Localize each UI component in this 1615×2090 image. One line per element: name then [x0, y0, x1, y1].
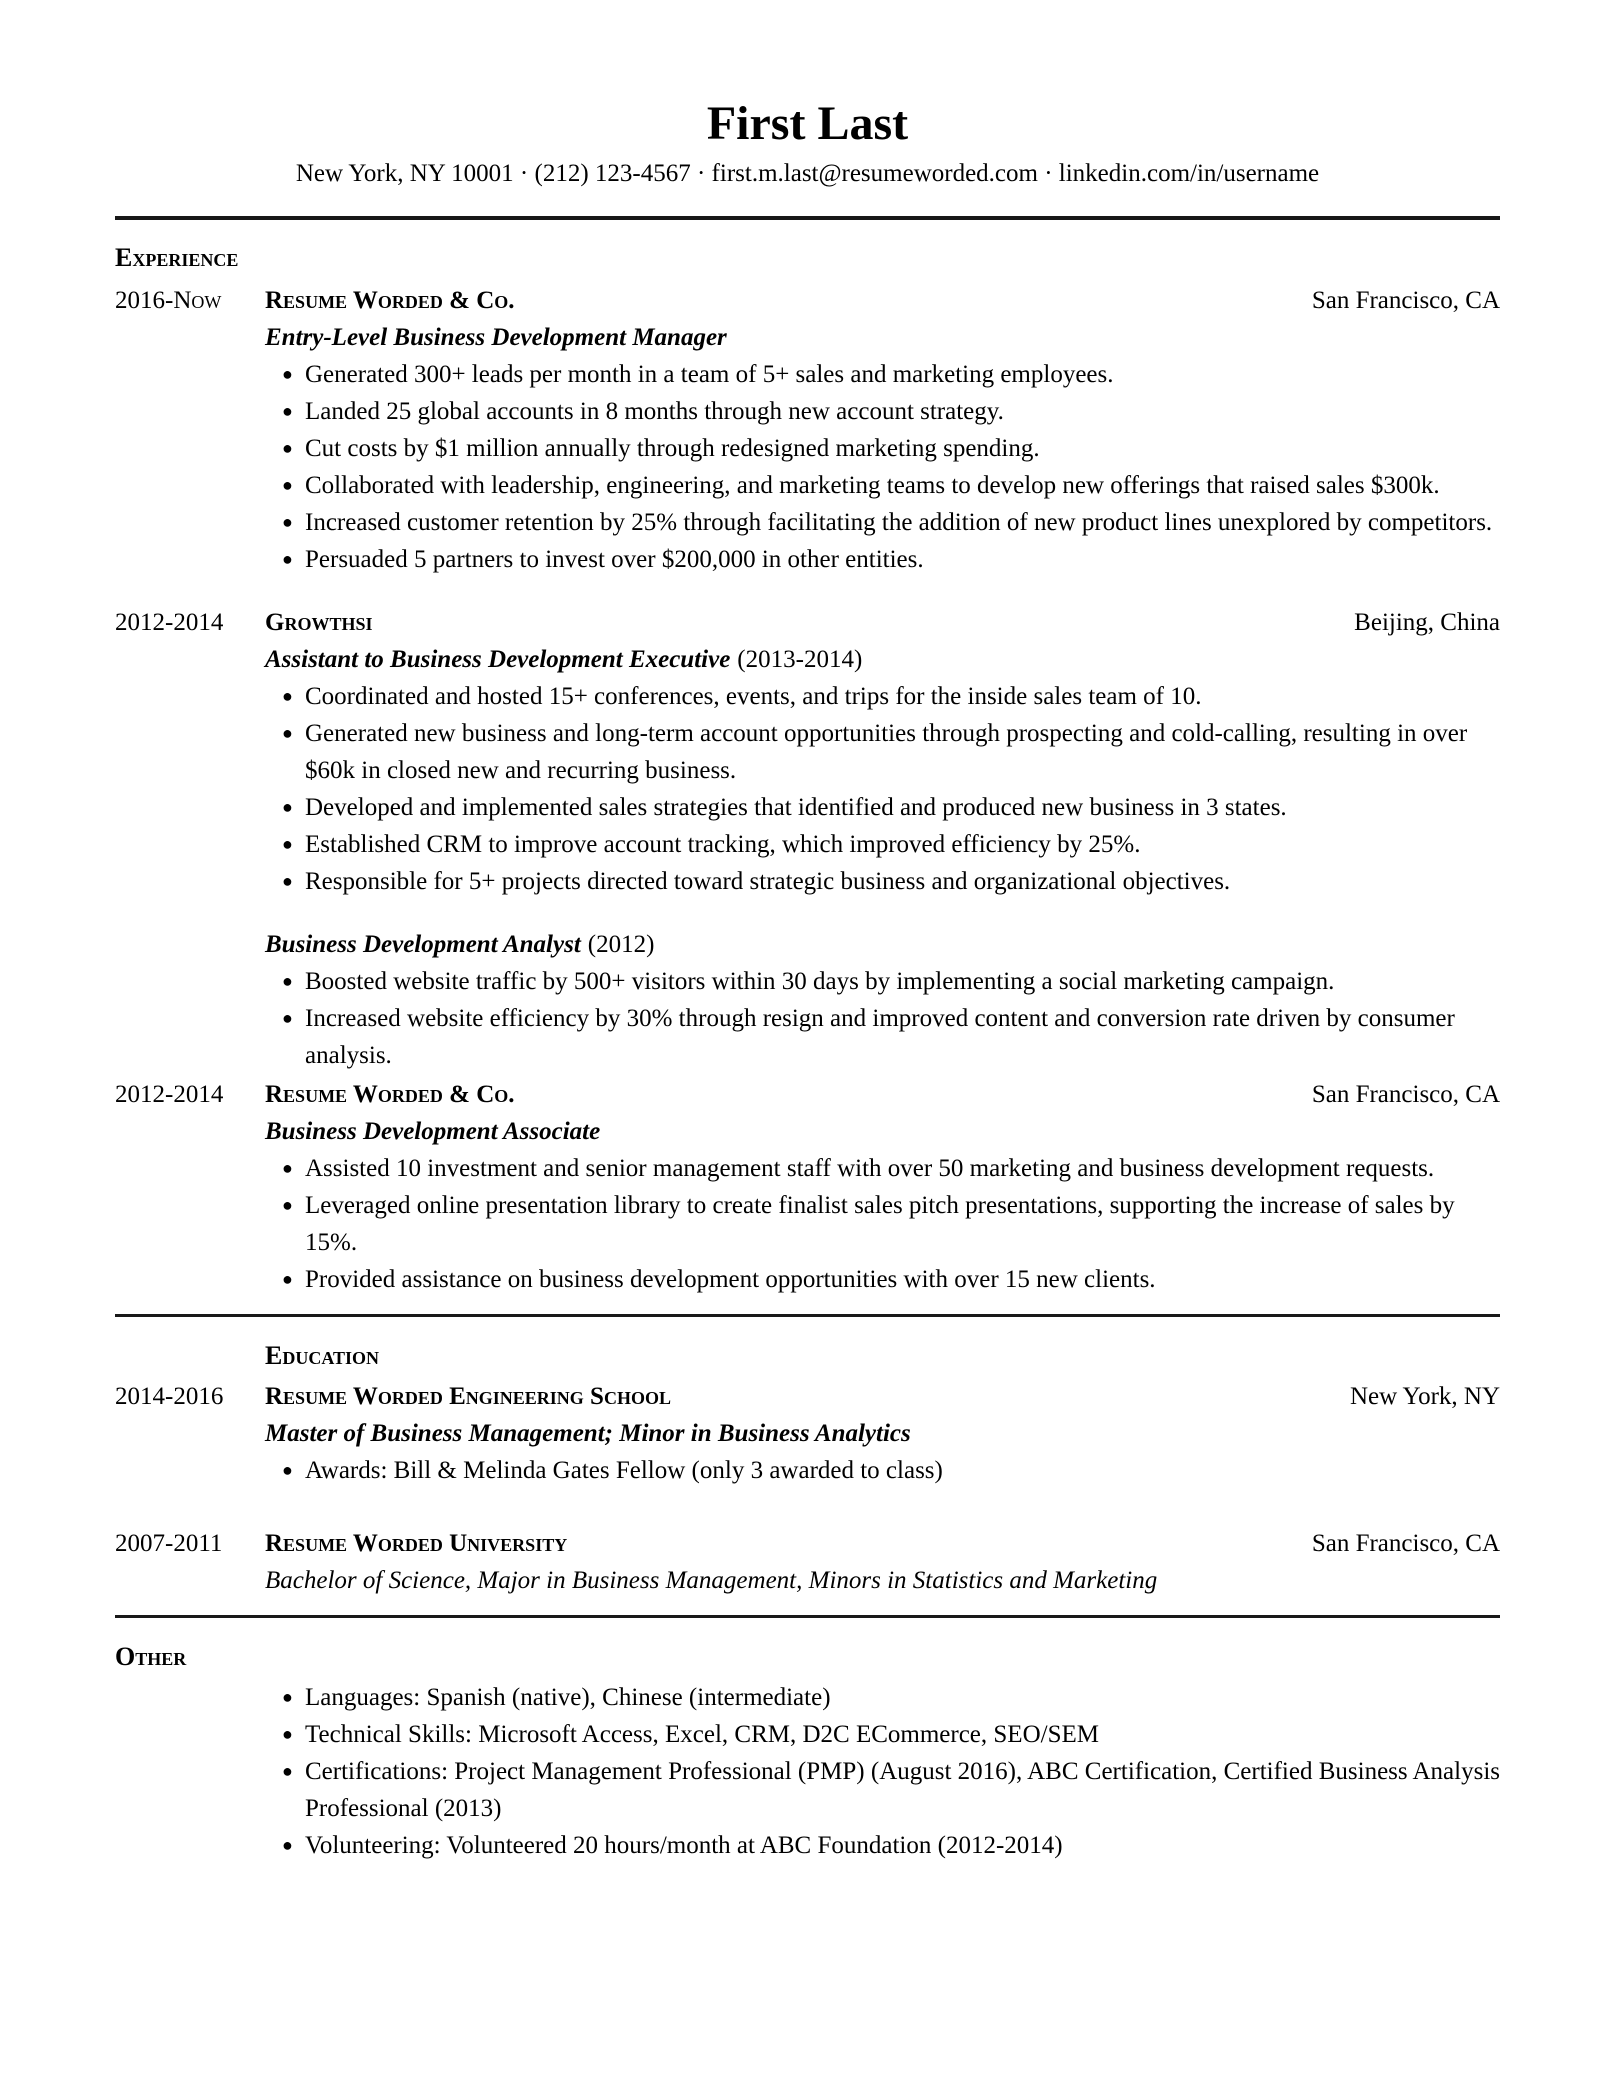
- bullet-item: ● Certifications: Project Management Professional (PMP) (August 2016), ABC Certification, Certified Business Analysis Professional (2013): [265, 1753, 1500, 1827]
- entry-dates: 2016-Now: [115, 287, 222, 314]
- entry-header-row: [115, 1076, 1500, 1113]
- bullet-item: ● Assisted 10 investment and senior management staff with over 50 marketing and business development requests.: [265, 1150, 1500, 1187]
- bullet-item: ● Generated 300+ leads per month in a team of 5+ sales and marketing employees.: [265, 356, 1500, 393]
- bullet-item: ● Volunteering: Volunteered 20 hours/month at ABC Foundation (2012-2014): [265, 1827, 1500, 1864]
- role-title: Business Development Associate: [265, 1118, 601, 1145]
- entry-role: [265, 926, 1500, 963]
- bullet-item: ● Coordinated and hosted 15+ conferences, events, and trips for the inside sales team of 10.: [265, 678, 1500, 715]
- bullet-list: [265, 963, 1500, 1074]
- entry-company: Growthsi: [265, 609, 373, 636]
- header-divider: [115, 216, 1500, 220]
- entry-dates: 2012-2014: [115, 609, 224, 636]
- bullet-item: ● Landed 25 global accounts in 8 months through new account strategy.: [265, 393, 1500, 430]
- bullet-item: ● Persuaded 5 partners to invest over $200,000 in other entities.: [265, 541, 1500, 578]
- bullet-list: [265, 1452, 1500, 1489]
- bullet-item: ● Provided assistance on business development opportunities with over 15 new clients.: [265, 1261, 1500, 1298]
- role-title: Assistant to Business Development Executive: [265, 646, 731, 673]
- bullet-item: ● Established CRM to improve account tracking, which improved efficiency by 25%.: [265, 826, 1500, 863]
- experience-heading: Experience: [115, 243, 239, 272]
- entry-location: New York, NY: [1349, 1383, 1500, 1410]
- experience-entry: [115, 282, 1500, 578]
- bullet-item: ● Technical Skills: Microsoft Access, Excel, CRM, D2C ECommerce, SEO/SEM: [265, 1716, 1500, 1753]
- other-heading: Other: [115, 1642, 187, 1671]
- education-entry: [115, 1378, 1500, 1489]
- section-other: [115, 1638, 1500, 1864]
- role-suffix: (2013-2014): [737, 646, 863, 673]
- bullet-item: ● Languages: Spanish (native), Chinese (intermediate): [265, 1679, 1500, 1716]
- entry-location: San Francisco, CA: [1311, 1081, 1500, 1108]
- bullet-item: ● Cut costs by $1 million annually through redesigned marketing spending.: [265, 430, 1500, 467]
- role-title: Business Development Analyst: [265, 931, 581, 958]
- entry-dates: 2007-2011: [115, 1530, 223, 1557]
- contact-line: New York, NY 10001 · (212) 123-4567 · first.m.last@resumeworded.com · linkedin.com/in/username: [295, 160, 1320, 187]
- section-divider: [115, 1314, 1500, 1317]
- entry-location: San Francisco, CA: [1311, 1530, 1500, 1557]
- bullet-list: [265, 1150, 1500, 1298]
- entry-role: [265, 319, 1500, 356]
- section-divider: [115, 1615, 1500, 1618]
- entry-degree: Bachelor of Science, Major in Business Management, Minors in Statistics and Marketing: [265, 1567, 1158, 1594]
- entry-location: Beijing, China: [1354, 609, 1500, 636]
- entry-location: San Francisco, CA: [1311, 287, 1500, 314]
- bullet-item: ● Leveraged online presentation library to create finalist sales pitch presentations, supporting the increase of sales by 15%.: [265, 1187, 1500, 1261]
- entry-header-row: [115, 1525, 1500, 1562]
- bullet-item: ● Developed and implemented sales strategies that identified and produced new business in 3 states.: [265, 789, 1500, 826]
- person-name: First Last: [706, 97, 909, 150]
- bullet-item: ● Responsible for 5+ projects directed toward strategic business and organizational objectives.: [265, 863, 1500, 900]
- entry-role: [265, 1113, 1500, 1150]
- entry-role: [265, 641, 1500, 678]
- experience-subrole: [115, 926, 1500, 1074]
- bullet-item: ● Boosted website traffic by 500+ visitors within 30 days by implementing a social marketing campaign.: [265, 963, 1500, 1000]
- bullet-list: [265, 356, 1500, 578]
- bullet-item: ● Increased customer retention by 25% through facilitating the addition of new product lines unexplored by competitors.: [265, 504, 1500, 541]
- role-title: Entry-Level Business Development Manager: [265, 324, 727, 351]
- bullet-list: [265, 678, 1500, 900]
- entry-company: Resume Worded & Co.: [265, 287, 515, 314]
- role-suffix: (2012): [587, 931, 655, 958]
- experience-entry: [115, 604, 1500, 1074]
- education-heading: Education: [265, 1341, 380, 1370]
- entry-degree: Master of Business Management; Minor in Business Analytics: [265, 1420, 911, 1447]
- section-experience: [115, 239, 1500, 1298]
- entry-school: Resume Worded Engineering School: [265, 1383, 671, 1410]
- bullet-item: ● Collaborated with leadership, engineering, and marketing teams to develop new offerings that raised sales $300k.: [265, 467, 1500, 504]
- bullet-item: ● Increased website efficiency by 30% through resign and improved content and conversion rate driven by consumer analysis.: [265, 1000, 1500, 1074]
- bullet-list: [265, 1679, 1500, 1864]
- entry-dates: 2012-2014: [115, 1081, 224, 1108]
- bullet-item: ● Generated new business and long-term account opportunities through prospecting and cold-calling, resulting in over $60k in closed new and recurring business.: [265, 715, 1500, 789]
- entry-company: Resume Worded & Co.: [265, 1081, 515, 1108]
- entry-header-row: [115, 282, 1500, 319]
- entry-school: Resume Worded University: [265, 1530, 568, 1557]
- entry-dates: 2014-2016: [115, 1383, 224, 1410]
- entry-header-row: [115, 604, 1500, 641]
- bullet-item: ● Awards: Bill & Melinda Gates Fellow (only 3 awarded to class): [265, 1452, 1500, 1489]
- entry-header-row: [115, 1378, 1500, 1415]
- section-education: [115, 1337, 1500, 1599]
- experience-entry: [115, 1076, 1500, 1298]
- education-entry: [115, 1525, 1500, 1599]
